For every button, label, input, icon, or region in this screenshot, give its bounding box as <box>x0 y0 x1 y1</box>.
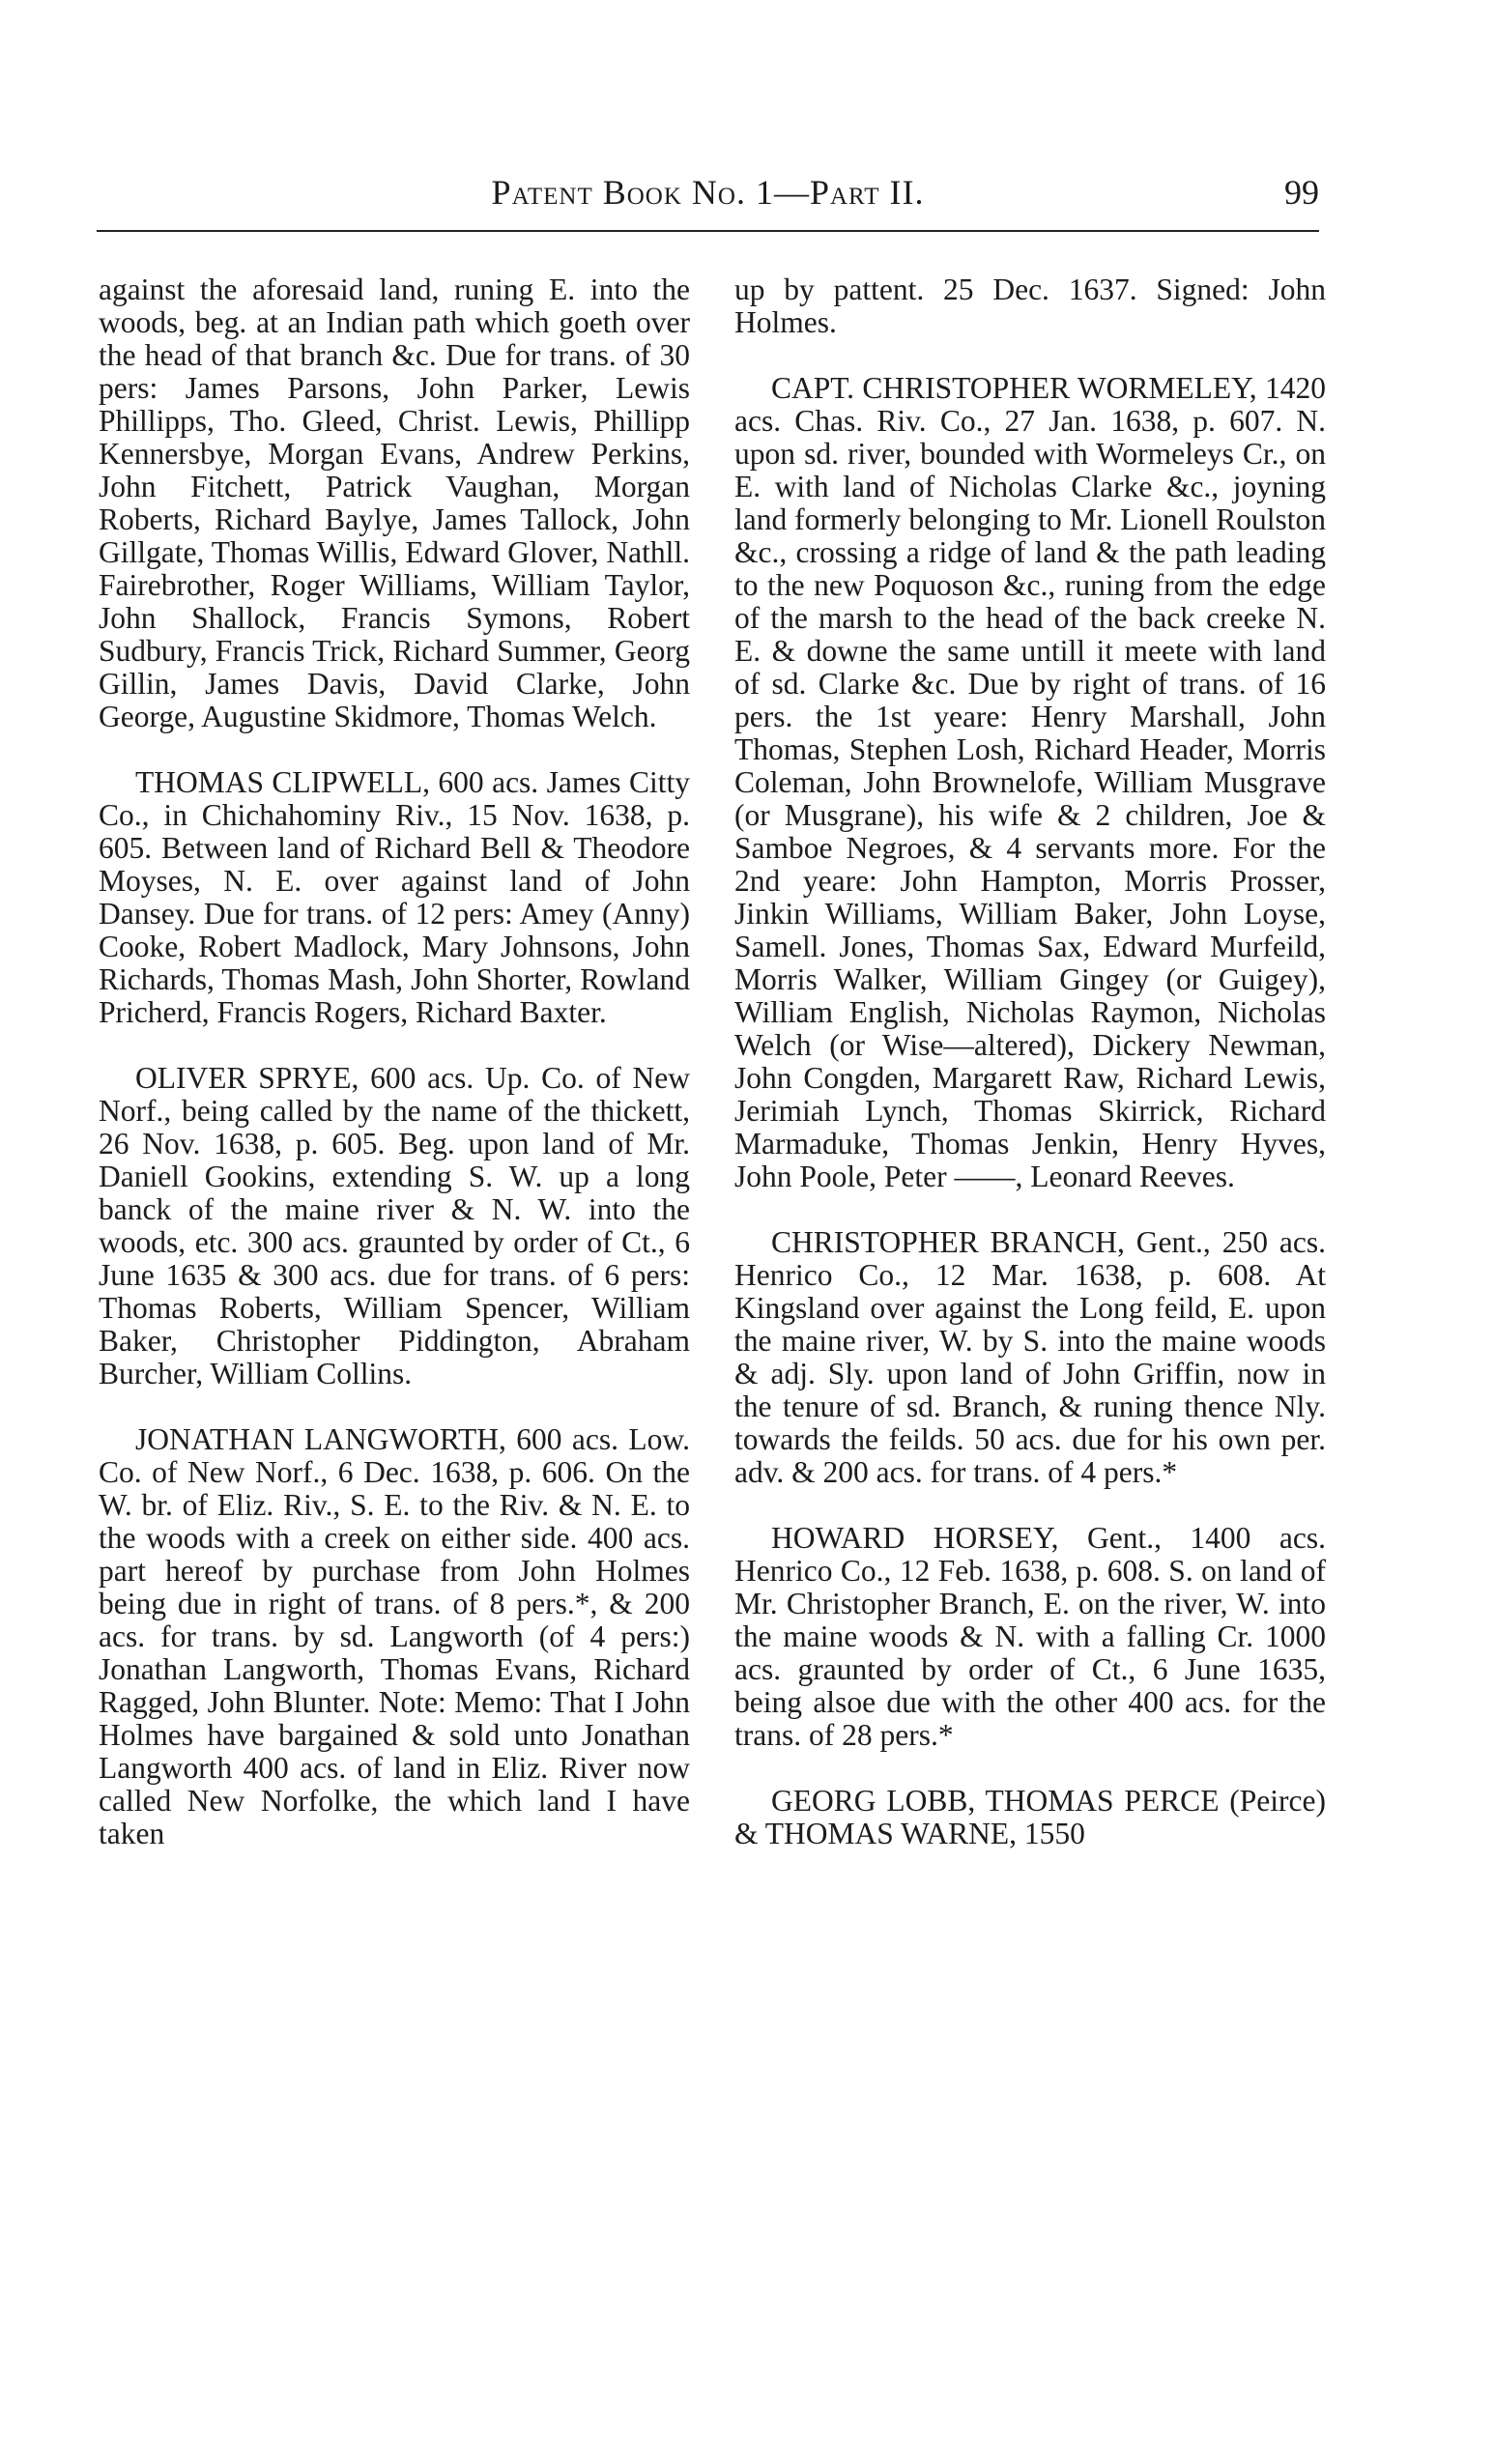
entry-text: against the aforesaid land, runing E. into the woods, beg. at an Indian path which goeth over the head of that branch &c. Due for trans. of 30 pers: James Parsons, John Parker, Lewis Phillipps, Tho. Gleed, Christ. Lewis, Phillipp Kennersbye, Morgan Evans, Andrew Perkins, John Fitchett, Patrick Vaughan, Morgan Roberts, Richard Baylye, James Tallock, John Gillgate, Thomas Willis, Edward Glover, Nathll. Fairebrother, Roger Williams, William Taylor, John Shallock, Francis Symons, Robert Sudbury, Francis Trick, Richard Summer, Georg Gillin, James Davis, David Clarke, John George, Augustine Skidmore, Thomas Welch. <box>99 272 690 733</box>
right-column <box>734 273 1326 1883</box>
page-number: 99 <box>1284 173 1319 212</box>
left-column <box>99 273 690 1883</box>
running-title: Patent Book No. 1—Part II. <box>491 173 925 212</box>
running-header <box>97 172 1319 226</box>
entry-text: HOWARD HORSEY, Gent., 1400 acs. Henrico Co., 12 Feb. 1638, p. 608. S. on land of Mr. Christopher Branch, E. on the river, W. into the maine woods & N. with a falling Cr. 1000 acs. graunted by order of Ct., 6 June 1635, being alsoe due with the other 400 acs. for the trans. of 28 pers.* <box>734 1521 1326 1752</box>
entry-text: CHRISTOPHER BRANCH, Gent., 250 acs. Henrico Co., 12 Mar. 1638, p. 608. At Kingsland over against the Long feild, E. upon the maine river, W. by S. into the maine woods & adj. Sly. upon land of John Griffin, now in the tenure of sd. Branch, & runing thence Nly. towards the feilds. 50 acs. due for his own per. adv. & 200 acs. for trans. of 4 pers.* <box>734 1225 1326 1489</box>
entry-text: THOMAS CLIPWELL, 600 acs. James Citty Co., in Chichahominy Riv., 15 Nov. 1638, p. 605. Between land of Richard Bell & Theodore Moyses, N. E. over against land of John Dansey. Due for trans. of 12 pers: Amey (Anny) Cooke, Robert Madlock, Mary Johnsons, John Richards, Thomas Mash, John Shorter, Rowland Pricherd, Francis Rogers, Richard Baxter. <box>99 765 690 1029</box>
patent-entry-howard-horsey <box>734 1522 1326 1752</box>
entry-text: CAPT. CHRISTOPHER WORMELEY, 1420 acs. Chas. Riv. Co., 27 Jan. 1638, p. 607. N. upon sd. river, bounded with Wormeleys Cr., on E. with land of Nicholas Clarke &c., joyning land formerly belonging to Mr. Lionell Roulston &c., crossing a ridge of land & the path leading to the new Poquoson &c., runing from the edge of the marsh to the head of the back creeke N. E. & downe the same untill it meete with land of sd. Clarke &c. Due by right of trans. of 16 pers. the 1st yeare: Henry Marshall, John Thomas, Stephen Losh, Richard Header, Morris Coleman, John Brownelofe, William Musgrave (or Musgrane), his wife & 2 children, Joe & Samboe Negroes, & 4 servants more. For the 2nd yeare: John Hampton, Morris Prosser, Jinkin Williams, William Baker, John Loyse, Samell. Jones, Thomas Sax, Edward Murfeild, Morris Walker, William Gingey (or Guigey), William English, Nicholas Raymon, Nicholas Welch (or Wise—altered), Dickery Newman, John Congden, Margarett Raw, Richard Lewis, Jerimiah Lynch, Thomas Skirrick, Richard Marmaduke, Thomas Jenkin, Henry Hyves, John Poole, Peter ——, Leonard Reeves. <box>734 371 1326 1193</box>
entry-text: JONATHAN LANGWORTH, 600 acs. Low. Co. of New Norf., 6 Dec. 1638, p. 606. On the W. br. of Eliz. Riv., S. E. to the Riv. & N. E. to the woods with a creek on either side. 400 acs. part hereof by purchase from John Holmes being due in right of trans. of 8 pers.*, & 200 acs. for trans. by sd. Langworth (of 4 pers:) Jonathan Langworth, Thomas Evans, Richard Ragged, John Blunter. Note: Memo: That I John Holmes have bargained & sold unto Jonathan Langworth 400 acs. of land in Eliz. River now called New Norfolke, the which land I have taken <box>99 1422 690 1850</box>
patent-entry-continued <box>99 273 690 733</box>
header-rule <box>97 230 1319 232</box>
patent-entry-thomas-clipwell <box>99 766 690 1029</box>
patent-entry-christopher-branch <box>734 1226 1326 1489</box>
patent-entry-georg-lobb <box>734 1785 1326 1850</box>
patent-entry-jonathan-langworth <box>99 1423 690 1850</box>
entry-text: GEORG LOBB, THOMAS PERCE (Peirce) & THOMAS WARNE, 1550 <box>734 1784 1326 1850</box>
entry-text: up by pattent. 25 Dec. 1637. Signed: John Holmes. <box>734 272 1326 339</box>
patent-entry-oliver-sprye <box>99 1062 690 1390</box>
entry-text: OLIVER SPRYE, 600 acs. Up. Co. of New Norf., being called by the name of the thickett, 26 Nov. 1638, p. 605. Beg. upon land of Mr. Daniell Gookins, extending S. W. up a long banck of the maine river & N. W. into the woods, etc. 300 acs. graunted by order of Ct., 6 June 1635 & 300 acs. due for trans. of 6 pers: Thomas Roberts, William Spencer, William Baker, Christopher Piddington, Abraham Burcher, William Collins. <box>99 1061 690 1390</box>
patent-entry-christopher-wormeley <box>734 372 1326 1193</box>
patent-entry-continued <box>734 273 1326 339</box>
